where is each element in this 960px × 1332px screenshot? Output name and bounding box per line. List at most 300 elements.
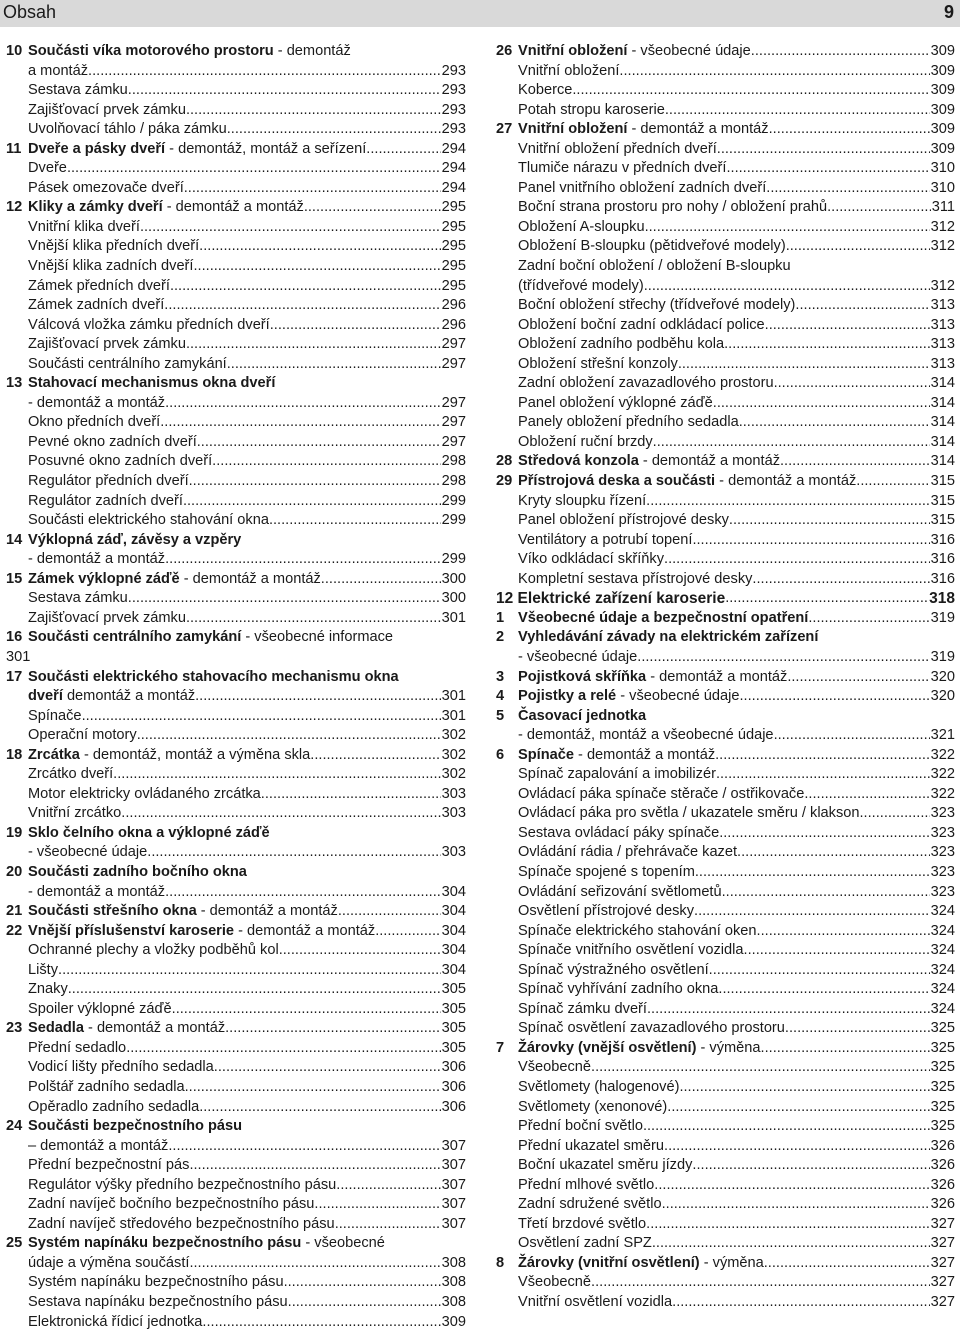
page-ref: 319 [930,648,955,665]
dot-leader [336,1176,440,1196]
entry-title-text: Součásti elektrického stahování okna [28,512,269,529]
entry-title [28,785,261,805]
dot-leader [279,941,441,961]
entry-title [518,394,713,414]
toc-entry[interactable] [496,413,955,433]
entry-title-text: Obložení A-sloupku [518,218,645,235]
dot-leader [643,1117,930,1137]
toc-entry[interactable] [6,355,466,375]
toc-entry[interactable] [496,1078,955,1098]
page-ref: 326 [930,1176,955,1193]
page-ref: 316 [930,570,955,587]
dot-leader [795,296,929,316]
toc-entry[interactable] [496,159,955,179]
page-ref: 313 [930,297,955,314]
entry-title [518,902,694,922]
toc-section-entry[interactable] [496,746,955,766]
entry-title [518,648,637,668]
toc-entry[interactable] [496,1273,955,1293]
page-ref: 325 [930,1118,955,1135]
toc-entry[interactable] [6,1137,466,1157]
toc-entry[interactable] [6,62,466,82]
dot-leader [785,1019,930,1039]
page-ref: 301 [441,609,466,626]
entry-title-text: Spínač osvětlení zavazadlového prostoru [518,1020,785,1037]
entry-title [518,707,646,727]
toc-entry[interactable] [6,1058,466,1078]
toc-entry[interactable] [6,726,466,746]
entry-title [28,570,321,590]
entry-title [518,1058,591,1078]
entry-title-text: Ochranné plechy a vložky podběhů kol [28,942,279,959]
toc-entry[interactable] [6,413,466,433]
toc-section-entry[interactable] [496,452,955,472]
entry-title-text: Spínače [28,707,82,724]
entry-title-text: Vnitřní zrcátko [28,805,122,822]
entry-title-text: 301 [6,648,31,665]
entry-title-rest: - demontáž a montáž [646,668,788,685]
toc-entry[interactable] [6,296,466,316]
entry-title-text: Válcová vložka zámku předních dveří [28,316,270,333]
dot-leader [786,237,930,257]
toc-entry[interactable] [496,296,955,316]
toc-entry[interactable] [6,179,466,199]
toc-section-entry[interactable] [496,1254,955,1274]
toc-entry[interactable] [496,863,955,883]
section-number: 1 [496,609,505,626]
toc-entry[interactable] [6,159,466,179]
toc-entry[interactable] [6,941,466,961]
toc-entry[interactable] [6,277,466,297]
dot-leader [168,1137,440,1157]
entry-title [28,62,88,82]
toc-section-entry[interactable] [496,628,955,648]
toc-entry[interactable] [6,1273,466,1293]
section-number: 5 [496,707,505,724]
toc-entry[interactable] [496,902,955,922]
entry-title [28,1156,189,1176]
entry-title [518,218,645,238]
toc-entry[interactable] [496,785,955,805]
dot-leader [757,922,930,942]
entry-title-text: Ovládací páka pro světla / ukazatele směru / klakson [518,805,860,822]
toc-section-entry[interactable] [6,902,466,922]
entry-title-rest: - demontáž a montáž [162,199,304,216]
page-ref: 306 [441,1059,466,1076]
entry-title [518,42,751,62]
entry-title-bold: Dveře a pásky dveří [28,140,166,157]
entry-title-text: Zajišťovací prvek zámku [28,609,186,626]
toc-entry[interactable] [496,765,955,785]
page-ref: 295 [441,199,466,216]
entry-title-text: Boční obložení střechy (třídveřové modely) [518,297,796,314]
toc-entry[interactable] [6,804,466,824]
entry-title [28,765,113,785]
toc-entry[interactable] [6,609,466,629]
dot-leader [672,1293,930,1313]
toc-section-entry[interactable] [6,140,466,160]
toc-entry[interactable] [6,1293,466,1313]
entry-title-rest: demontáž a montáž [62,688,196,705]
toc-entry[interactable] [496,843,955,863]
entry-title [28,550,165,570]
toc-entry[interactable] [6,648,466,668]
section-number: 15 [6,570,23,587]
toc-entry[interactable] [496,1176,955,1196]
dot-leader [644,277,930,297]
toc-entry[interactable] [6,492,466,512]
toc-entry[interactable] [496,824,955,844]
toc-entry[interactable] [496,492,955,512]
dot-leader [82,707,441,727]
entry-title-text: Spínač zapalování a imobilizér [518,766,716,783]
dot-leader [726,159,929,179]
entry-title [518,198,827,218]
toc-entry[interactable] [496,1098,955,1118]
page-ref: 312 [930,277,955,294]
entry-title-text: - všeobecné údaje [28,844,148,861]
entry-title-text: Zámek předních dveří [28,277,170,294]
entry-title [518,1117,643,1137]
dot-leader [694,902,930,922]
entry-title [28,863,247,883]
entry-title [28,316,270,336]
toc-section-entry[interactable] [496,707,955,727]
toc-entry[interactable] [496,1215,955,1235]
toc-entry[interactable] [496,62,955,82]
toc-entry[interactable] [496,922,955,942]
page-ref: 324 [930,1000,955,1017]
dot-leader [572,81,929,101]
toc-entry[interactable] [496,218,955,238]
toc-section-entry[interactable] [6,746,466,766]
toc-entry[interactable] [496,1000,955,1020]
toc-entry[interactable] [496,1137,955,1157]
toc-entry[interactable] [6,707,466,727]
toc-section-entry[interactable] [6,863,466,883]
toc-entry[interactable] [496,980,955,1000]
toc-entry[interactable] [496,1156,955,1176]
toc-entry[interactable] [496,531,955,551]
entry-title-text: Okno předních dveří [28,414,161,431]
dot-leader [197,433,441,453]
toc-entry[interactable] [496,374,955,394]
toc-entry[interactable] [496,1117,955,1137]
page-ref: 314 [930,414,955,431]
page-ref: 297 [441,394,466,411]
toc-section-entry[interactable] [496,1039,955,1059]
dot-leader [128,589,441,609]
entry-title-bold: Žárovky (vnitřní osvětlení) [518,1254,700,1271]
entry-title-text: Světlomety (xenonové) [518,1098,668,1115]
toc-section-entry[interactable] [6,1019,466,1039]
entry-title-text: Spínače vnitřního osvětlení vozidla [518,942,744,959]
dot-leader [827,198,931,218]
toc-section-entry[interactable] [6,824,466,844]
entry-title-text: Spínač vyhřívání zadního okna [518,981,719,998]
toc-entry[interactable] [496,355,955,375]
toc-entry[interactable] [6,843,466,863]
entry-title-rest: - demontáž a montáž [715,473,857,490]
dot-leader [761,1039,930,1059]
toc-entry[interactable] [496,961,955,981]
entry-title [518,726,774,746]
toc-entry[interactable] [496,81,955,101]
entry-title-text: Víko odkládací skříňky [518,551,665,568]
toc-entry[interactable] [6,687,466,707]
entry-title-bold: Vnitřní obložení [518,43,628,59]
toc-entry[interactable] [496,941,955,961]
dot-leader [856,472,929,492]
toc-entry[interactable] [6,589,466,609]
entry-title-text: Pásek omezovače dveří [28,179,184,196]
toc-entry[interactable] [496,883,955,903]
entry-title-text: Tlumiče nárazu v předních dveří [518,160,727,177]
toc-entry[interactable] [496,433,955,453]
dot-leader [591,1058,930,1078]
dot-leader [195,687,441,707]
toc-entry[interactable] [496,257,955,277]
entry-title-text: Panel vnitřního obložení zadních dveří [518,179,767,196]
section-number: 29 [496,473,513,490]
dot-leader [338,902,441,922]
toc-entry[interactable] [496,335,955,355]
entry-title [518,628,818,648]
dot-leader [692,1156,929,1176]
toc-entry[interactable] [6,1313,466,1332]
page-ref: 312 [930,218,955,235]
entry-title-bold: Součásti elektrického stahovacího mechanismu okna [28,668,399,685]
entry-title-text: Světlomety (halogenové) [518,1078,680,1095]
dot-leader [860,804,930,824]
entry-title [28,492,183,512]
entry-title-text: Panel obložení přístrojové desky [518,512,729,529]
entry-title [518,609,808,629]
toc-section-entry[interactable] [496,42,955,62]
dot-leader [764,1254,930,1274]
toc-section-entry[interactable] [6,570,466,590]
page-title: Obsah [3,2,57,22]
toc-entry[interactable] [6,1156,466,1176]
toc-entry[interactable] [6,394,466,414]
toc-entry[interactable] [496,1195,955,1215]
toc-entry[interactable] [496,511,955,531]
toc-section-entry[interactable] [6,531,466,551]
toc-entry[interactable] [496,570,955,590]
toc-entry[interactable] [496,179,955,199]
toc-entry[interactable] [496,316,955,336]
toc-entry[interactable] [496,277,955,297]
entry-title-text: Vnitřní obložení předních dveří [518,140,717,157]
toc-section-entry[interactable] [6,628,466,648]
page-ref: 313 [930,355,955,372]
toc-entry[interactable] [6,257,466,277]
toc-section-entry[interactable] [6,1234,466,1254]
toc-entry[interactable] [496,1058,955,1078]
entry-title [6,648,30,668]
toc-entry[interactable] [496,1019,955,1039]
entry-title-text: Spínač zámku dveří [518,1000,647,1017]
dot-leader [186,335,441,355]
toc-entry[interactable] [496,1234,955,1254]
toc-entry[interactable] [6,785,466,805]
toc-entry[interactable] [6,1098,466,1118]
entry-title [28,179,184,199]
toc-entry[interactable] [496,101,955,121]
entry-title [518,941,744,961]
toc-section-entry[interactable] [6,1117,466,1137]
toc-section-entry[interactable] [496,609,955,629]
page-ref: 322 [930,746,955,763]
toc-entry[interactable] [6,452,466,472]
toc-entry[interactable] [6,1078,466,1098]
toc-entry[interactable] [6,218,466,238]
dot-leader [729,511,930,531]
dot-leader [186,101,441,121]
entry-title-text: Pevné okno zadních dveří [28,433,197,450]
entry-title [28,883,165,903]
toc-entry[interactable] [6,883,466,903]
toc-section-entry[interactable] [6,198,466,218]
entry-title [496,589,725,609]
entry-title-bold: Přístrojová deska a součásti [518,473,716,490]
toc-entry[interactable] [6,101,466,121]
chapter-title: 12 Elektrické zařízení karoserie [496,590,726,608]
entry-title [28,824,270,844]
toc-section-entry[interactable] [6,922,466,942]
entry-title [518,1176,654,1196]
toc-entry[interactable] [6,237,466,257]
toc-entry[interactable] [496,1293,955,1313]
entry-title [518,1273,591,1293]
entry-title-bold: Součásti víka motorového prostoru [28,43,274,59]
dot-leader [214,1058,441,1078]
toc-section-entry[interactable] [496,668,955,688]
page-ref: 302 [441,727,466,744]
entry-title [518,81,572,101]
toc-section-entry[interactable] [496,687,955,707]
toc-entry[interactable] [6,81,466,101]
toc-entry[interactable] [6,1000,466,1020]
entry-title-rest: - demontáž [273,43,351,59]
page-ref: 325 [930,1059,955,1076]
toc-entry[interactable] [496,394,955,414]
toc-entry[interactable] [496,726,955,746]
entry-title-text: Polštář zadního sedadla [28,1078,185,1095]
toc-section-entry[interactable] [6,374,466,394]
page-ref: 293 [441,121,466,138]
toc-entry[interactable] [496,804,955,824]
entry-title [518,1293,672,1313]
toc-entry[interactable] [6,120,466,140]
page-ref: 323 [930,824,955,841]
entry-title [518,179,766,199]
toc-section-entry[interactable] [6,42,466,62]
toc-entry[interactable] [496,140,955,160]
entry-title-text: Osvětlení zadní SPZ [518,1235,652,1252]
toc-entry[interactable] [6,1176,466,1196]
page-ref: 309 [930,82,955,99]
toc-entry[interactable] [6,472,466,492]
entry-title-rest: - všeobecné [301,1235,385,1252]
toc-entry[interactable] [6,961,466,981]
entry-title-text: Boční ukazatel směru jízdy [518,1157,693,1174]
section-number: 26 [496,43,513,59]
dot-leader [744,941,930,961]
page-ref: 313 [930,336,955,353]
toc-entry[interactable] [6,511,466,531]
entry-title-text: Dveře [28,160,67,177]
dot-leader [314,1195,440,1215]
toc-chapter-entry[interactable] [496,589,955,609]
dot-leader [774,374,930,394]
dot-leader [121,804,440,824]
dot-leader [199,1098,440,1118]
toc-section-entry[interactable] [6,668,466,688]
toc-entry[interactable] [6,335,466,355]
page-ref: 316 [930,551,955,568]
page-ref: 323 [930,844,955,861]
entry-title-rest: - demontáž a montáž [179,570,321,587]
entry-title-text: Kompletní sestava přístrojové desky [518,570,753,587]
entry-title [28,277,170,297]
entry-title-bold: Vyhledávání závady na elektrickém zařízení [518,629,819,646]
toc-entry[interactable] [496,648,955,668]
entry-title-text: Systém napínáku bezpečnostního pásu [28,1274,284,1291]
entry-title-bold: Spínače [518,746,574,763]
dot-leader [725,589,928,609]
entry-title [28,355,227,375]
entry-title-text: Spínače elektrického stahování oken [518,922,757,939]
toc-entry[interactable] [6,1215,466,1235]
dot-leader [88,62,441,82]
toc-entry[interactable] [6,550,466,570]
dot-leader [189,1156,440,1176]
entry-title [28,668,399,688]
toc-entry[interactable] [6,980,466,1000]
entry-title-text: Zadní navíječ bočního bezpečnostního pásu [28,1196,315,1213]
toc-entry[interactable] [6,765,466,785]
entry-title [518,1039,761,1059]
dot-leader [284,1273,441,1293]
page-ref: 323 [930,863,955,880]
toc-entry[interactable] [496,550,955,570]
toc-entry[interactable] [6,1039,466,1059]
toc-entry[interactable] [6,316,466,336]
toc-entry[interactable] [6,1195,466,1215]
dot-leader [165,550,441,570]
dot-leader [645,218,930,238]
entry-title [28,101,186,121]
toc-section-entry[interactable] [496,120,955,140]
toc-section-entry[interactable] [496,472,955,492]
entry-title [518,374,774,394]
entry-title-bold: Zrcátka [28,746,80,763]
entry-title-bold: Středová konzola [518,453,639,470]
toc-entry[interactable] [496,237,955,257]
entry-title [28,1019,225,1039]
entry-title-text: Sestava ovládací páky spínače [518,824,720,841]
dot-leader [225,1019,441,1039]
entry-title-text: Přední mlhové světlo [518,1176,655,1193]
page-ref: 315 [930,492,955,509]
toc-entry[interactable] [496,198,955,218]
entry-title [28,804,121,824]
page-ref: 315 [930,473,955,490]
toc-entry[interactable] [6,1254,466,1274]
entry-title-text: Zadní obložení zavazadlového prostoru [518,375,774,392]
toc-entry[interactable] [6,433,466,453]
